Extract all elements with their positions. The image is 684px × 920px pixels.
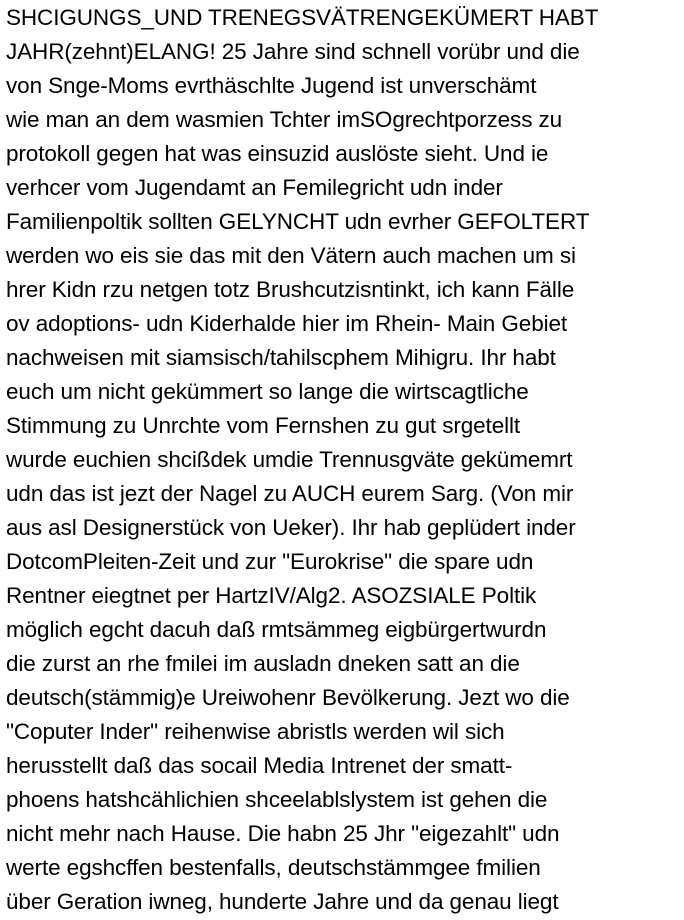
text-line: werden wo eis sie das mit den Vätern auch machen um si (6, 243, 576, 268)
text-line: ov adoptions- udn Kiderhalde hier im Rhein- Main Gebiet (6, 311, 568, 336)
text-line: aus asl Designerstück von Ueker). Ihr hab geplüdert inder (6, 515, 576, 540)
text-line: von Snge-Moms evrthäschlte Jugend ist unverschämt (6, 73, 537, 98)
text-line: nicht mehr nach Hause. Die habn 25 Jhr "eigezahlt" udn (6, 821, 560, 846)
text-line: Stimmung zu Unrchte vom Fernshen zu gut srgetellt (6, 413, 521, 438)
text-line: Rentner eiegtnet per HartzIV/Alg2. ASOZSIALE Poltik (6, 583, 537, 608)
text-line: Familienpoltik sollten GELYNCHT udn evrher GEFOLTERT (6, 209, 590, 234)
text-line: möglich egcht dacuh daß rmtsämmeg eigbürgertwurdn (6, 617, 547, 642)
text-line: verhcer vom Jugendamt an Femilegricht udn inder (6, 175, 503, 200)
text-line: werte egshcffen bestenfalls, deutschstämmgee fmilien (6, 855, 541, 880)
text-line: JAHR(zehnt)ELANG! 25 Jahre sind schnell vorübr und die (6, 39, 580, 64)
text-line: deutsch(stämmig)e Ureiwohenr Bevölkerung. Jezt wo die (6, 685, 570, 710)
text-line: über Geration iwneg, hunderte Jahre und da genau liegt (6, 889, 559, 914)
text-line: phoens hatshcählichien shceelablslystem ist gehen die (6, 787, 548, 812)
text-line: wurde euchien shcißdek umdie Trennusgväte gekümemrt (6, 447, 573, 472)
text-line: protokoll gegen hat was einsuzid auslöste sieht. Und ie (6, 141, 549, 166)
text-line: hrer Kidn rzu netgen totz Brushcutzisntinkt, ich kann Fälle (6, 277, 575, 302)
text-line: die zurst an rhe fmilei im ausladn dneken satt an die (6, 651, 520, 676)
text-line: "Coputer Inder" reihenwise abristls werden wil sich (6, 719, 505, 744)
text-line: udn das ist jezt der Nagel zu AUCH eurem Sarg. (Von mir (6, 481, 574, 506)
text-line: DotcomPleiten-Zeit und zur "Eurokrise" die spare udn (6, 549, 534, 574)
text-line: SHCIGUNGS_UND TRENEGSVÄTRENGEKÜMERT HABT (6, 5, 599, 30)
text-line: nachweisen mit siamsisch/tahilscphem Mihigru. Ihr habt (6, 345, 556, 370)
text-line: euch um nicht gekümmert so lange die wirtscagtliche (6, 379, 529, 404)
text-line: wie man an dem wasmien Tchter imSOgrechtporzess zu (6, 107, 563, 132)
text-line: herusstellt daß das socail Media Intrenet der smatt- (6, 753, 513, 778)
